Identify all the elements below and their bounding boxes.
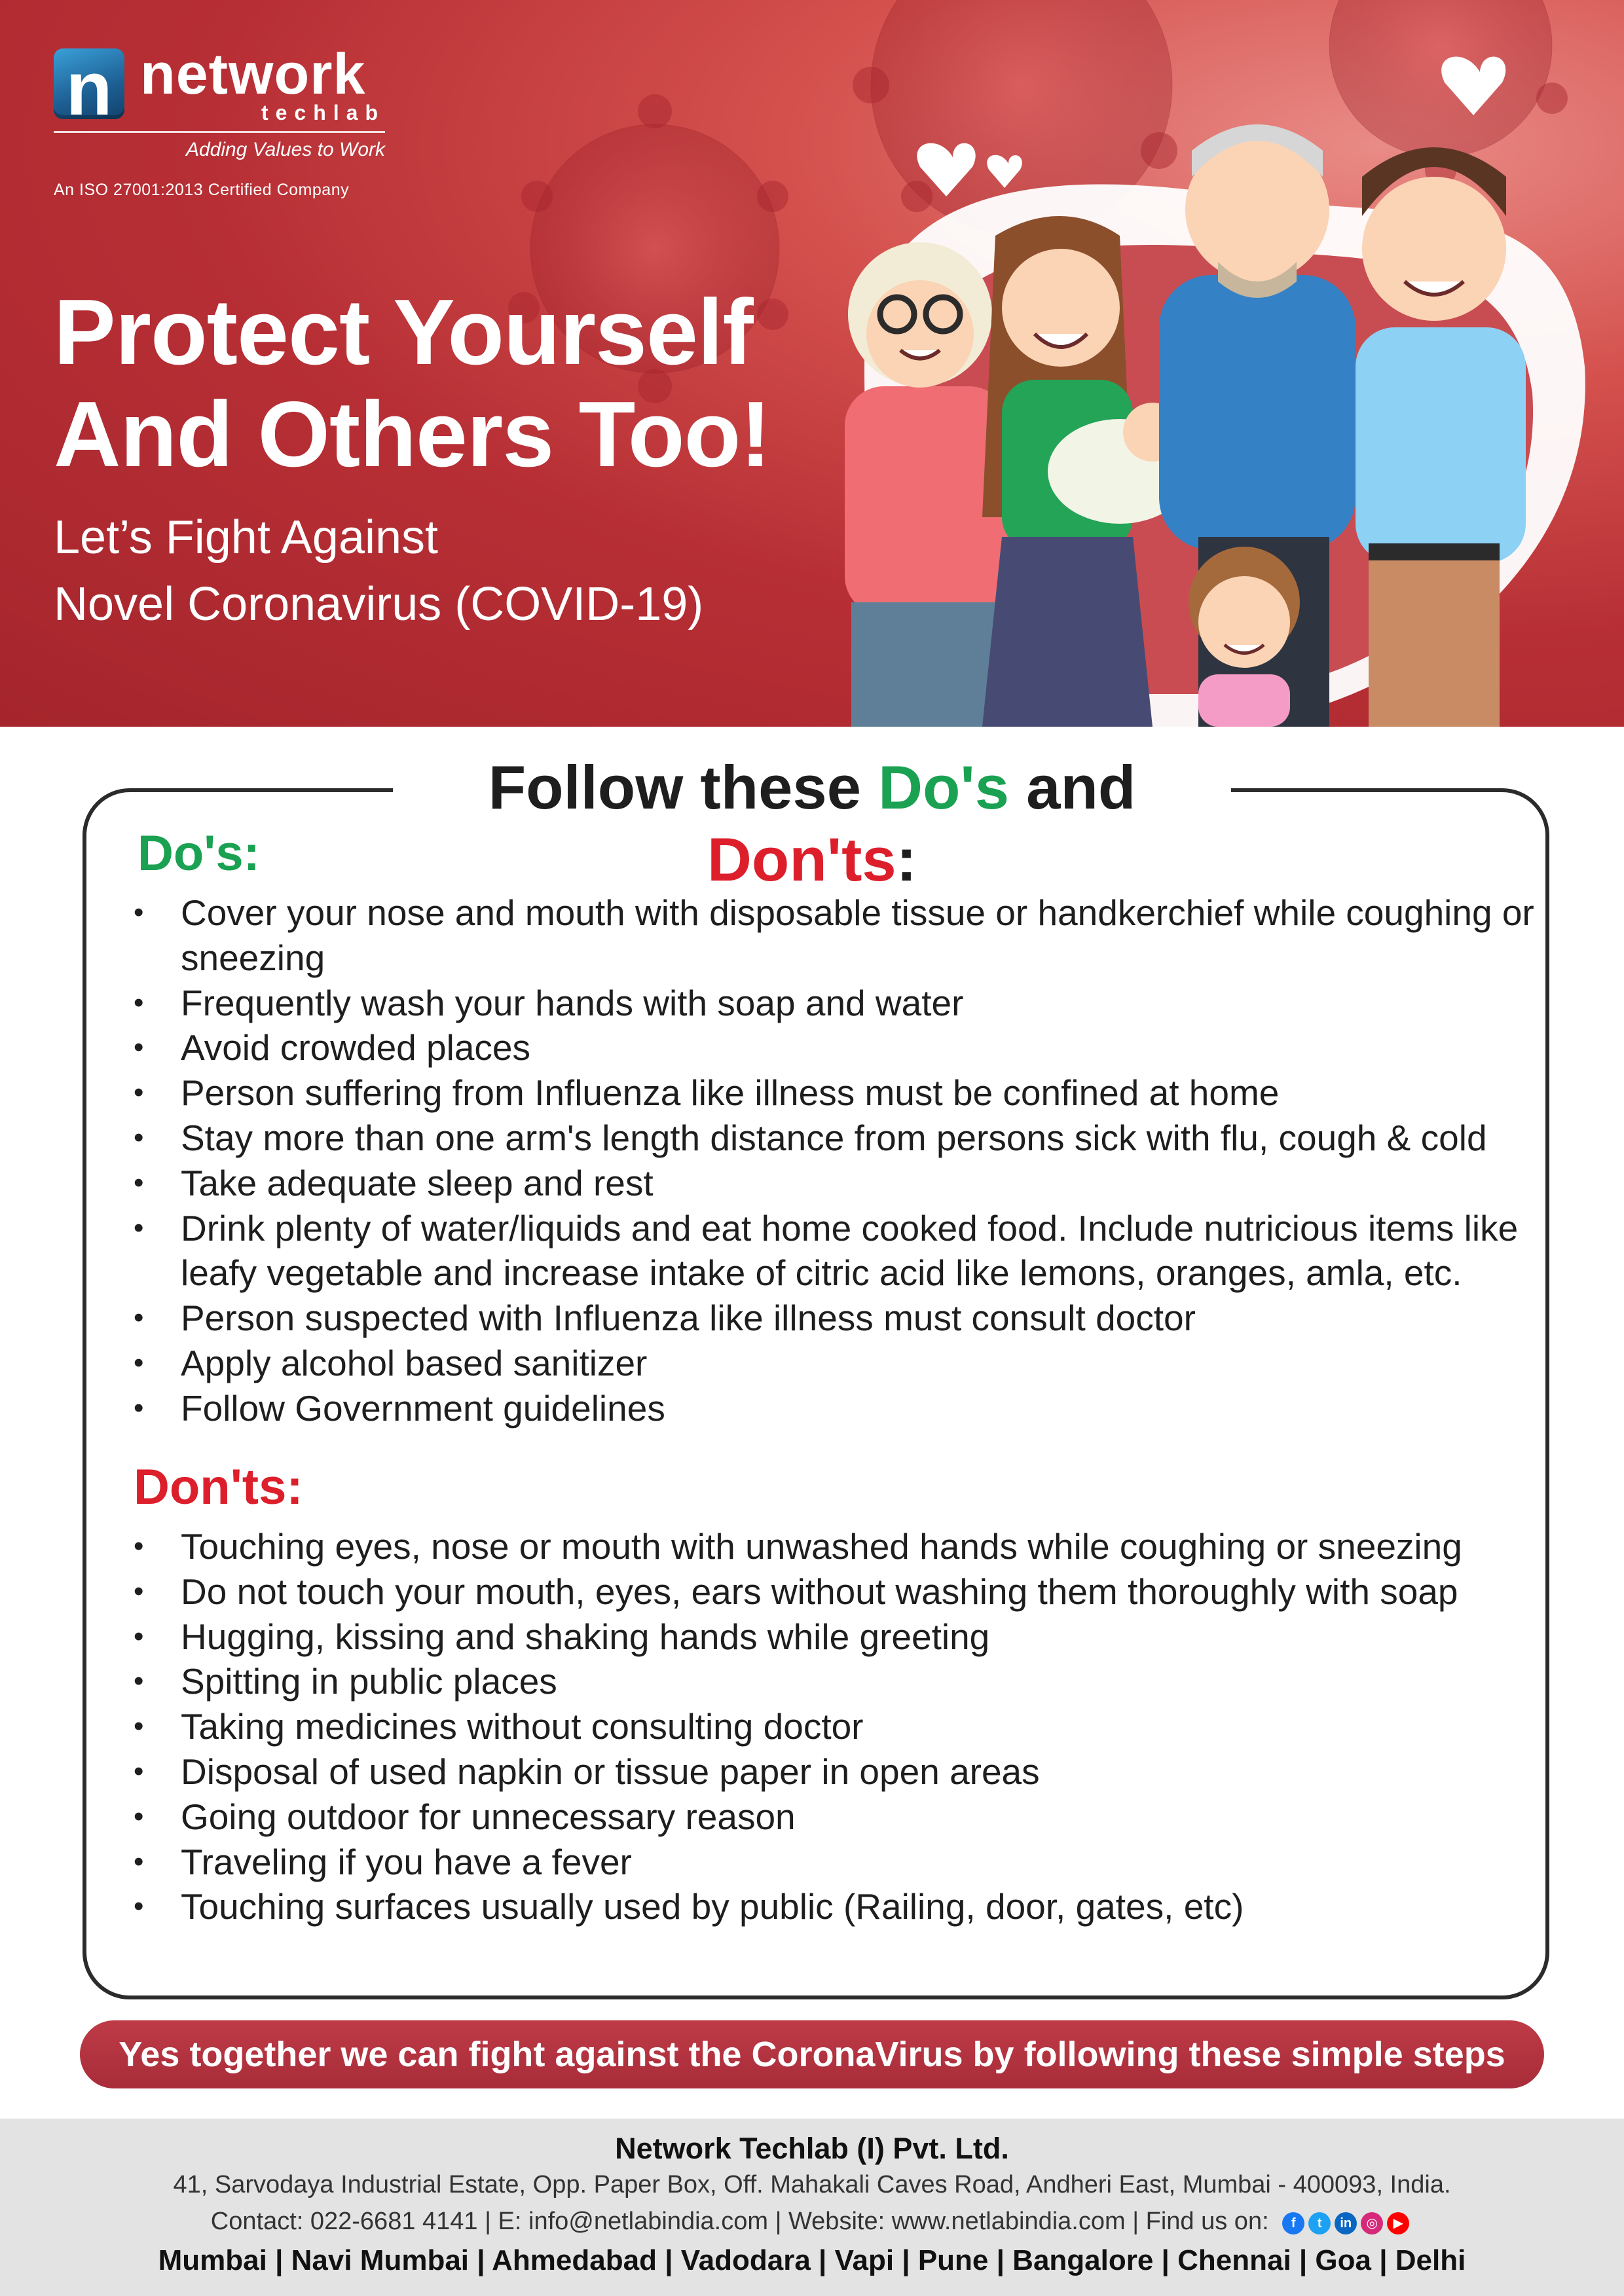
hero-banner	[0, 0, 1624, 727]
list-item: • Follow Government guidelines	[131, 1386, 1539, 1431]
list-item: • Take adequate sleep and rest	[131, 1161, 1539, 1206]
logo-divider	[54, 131, 385, 133]
hero-title	[54, 282, 813, 486]
footer-contact-row	[0, 2208, 1624, 2236]
list-item: • Touching eyes, nose or mouth with unwashed hands while coughing or sneezing	[131, 1524, 1539, 1569]
list-item: • Cover your nose and mouth with disposable tissue or handkerchief while coughing or sneezing	[131, 890, 1539, 981]
donts-list	[131, 1524, 1539, 1929]
list-item: • Person suffering from Influenza like illness must be confined at home	[131, 1070, 1539, 1116]
hero-subtitle-line-2: Novel Coronavirus (COVID-19)	[54, 578, 704, 630]
logo-tagline: Adding Values to Work	[185, 139, 385, 160]
section-heading	[393, 752, 1231, 894]
footer-company-name: Network Techlab (I) Pvt. Ltd.	[615, 2132, 1009, 2165]
footer-address: 41, Sarvodaya Industrial Estate, Opp. Paper Box, Off. Mahakali Caves Road, Andheri East, Mumbai - 400093, India.	[173, 2171, 1451, 2198]
linkedin-icon[interactable]: in	[1335, 2212, 1357, 2234]
list-item: • Going outdoor for unnecessary reason	[131, 1795, 1539, 1840]
youtube-icon[interactable]: ▶	[1387, 2212, 1409, 2234]
list-item: • Disposal of used napkin or tissue paper in open areas	[131, 1749, 1539, 1795]
heading-colon: :	[896, 825, 917, 894]
logo-letter: n	[65, 46, 113, 131]
footer-cities: Mumbai | Navi Mumbai | Ahmedabad | Vadodara | Vapi | Pune | Bangalore | Chennai | Goa | Delhi	[158, 2244, 1466, 2276]
list-item: • Person suspected with Influenza like illness must consult doctor	[131, 1296, 1539, 1341]
footer-contact: Contact: 022-6681 4141 | E: info@netlabindia.com | Website: www.netlabindia.com | Find us on:	[210, 2208, 1269, 2235]
footer	[0, 2119, 1624, 2296]
list-item: • Taking medicines without consulting doctor	[131, 1704, 1539, 1749]
heading-donts: Don'ts	[707, 825, 896, 894]
instagram-icon[interactable]: ◎	[1361, 2212, 1383, 2234]
list-item: • Apply alcohol based sanitizer	[131, 1341, 1539, 1386]
list-item: • Stay more than one arm's length distance from persons sick with flu, cough & cold	[131, 1116, 1539, 1161]
dos-list	[131, 890, 1539, 1431]
hero-subtitle-line-1: Let’s Fight Against	[54, 511, 439, 564]
hero-subtitle	[54, 504, 774, 638]
logo-mark-icon	[54, 46, 124, 131]
logo-wordmark: network	[140, 41, 366, 106]
logo-subtext: techlab	[261, 101, 385, 124]
dos-title: Do's:	[138, 826, 260, 881]
list-item: • Hugging, kissing and shaking hands while greeting	[131, 1614, 1539, 1660]
heading-dos: Do's	[878, 753, 1010, 822]
list-item: • Spitting in public places	[131, 1659, 1539, 1704]
list-item: • Avoid crowded places	[131, 1025, 1539, 1070]
call-to-action-banner: Yes together we can fight against the CoronaVirus by following these simple steps	[80, 2020, 1544, 2088]
company-logo	[54, 41, 394, 203]
heart-icon	[917, 143, 975, 196]
heading-text-1: Follow these	[488, 753, 879, 822]
list-item: • Do not touch your mouth, eyes, ears without washing them thoroughly with soap	[131, 1569, 1539, 1614]
list-item: • Traveling if you have a fever	[131, 1840, 1539, 1885]
hero-title-line-1: Protect Yourself	[54, 280, 753, 384]
heading-text-2: and	[1009, 753, 1136, 822]
family-illustration	[779, 0, 1624, 727]
facebook-icon[interactable]: f	[1282, 2212, 1304, 2234]
list-item: • Drink plenty of water/liquids and eat home cooked food. Include nutricious items like leafy vegetable and increase intake of citric acid like lemons, oranges, amla, etc.	[131, 1206, 1539, 1296]
iso-certification: An ISO 27001:2013 Certified Company	[54, 181, 350, 199]
list-item: • Frequently wash your hands with soap and water	[131, 981, 1539, 1026]
social-links	[1282, 2208, 1413, 2236]
twitter-icon[interactable]: t	[1308, 2212, 1331, 2234]
donts-title: Don'ts:	[134, 1459, 303, 1515]
list-item: • Touching surfaces usually used by public (Railing, door, gates, etc)	[131, 1884, 1539, 1929]
hero-title-line-2: And Others Too!	[54, 382, 771, 486]
